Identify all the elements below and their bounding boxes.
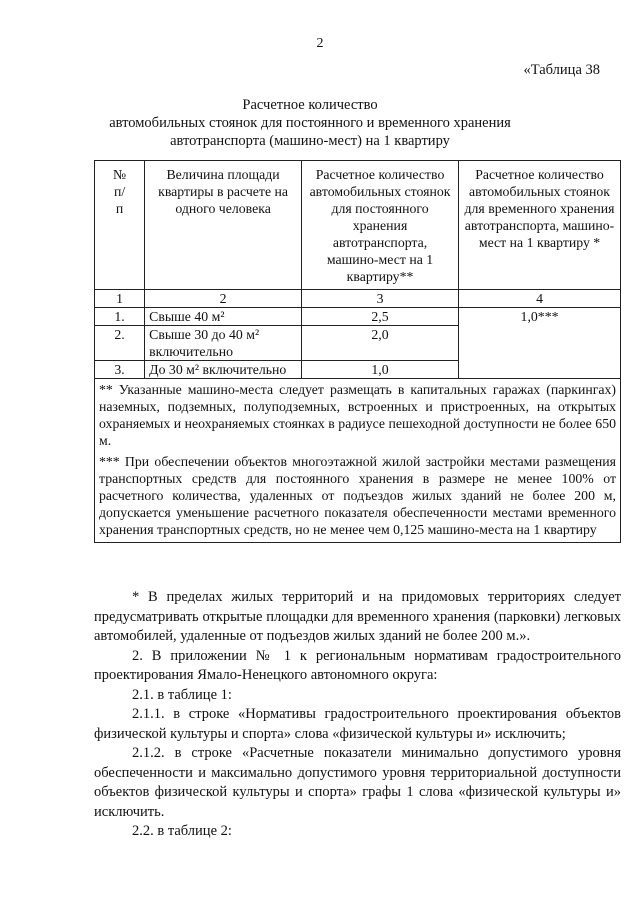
paragraph: 2.2. в таблице 2: [132, 823, 232, 839]
temporary-value: 1,0*** [459, 308, 621, 379]
table-label: «Таблица 38 [523, 62, 600, 78]
table-notes [95, 379, 621, 543]
header-area: Величина площади квартиры в расчете на одного человека [145, 161, 302, 290]
row-number: 3. [95, 361, 145, 379]
row-permanent-value: 2,0 [302, 326, 459, 361]
paragraph: 2.1. в таблице 1: [132, 686, 232, 703]
column-number: 1 [95, 290, 145, 308]
header-row [95, 161, 621, 290]
body-text [94, 588, 621, 842]
row-number: 1. [95, 308, 145, 326]
note-triple-asterisk: *** При обеспечении объектов многоэтажной жилой застройки местами размещения транспортных средств для постоянного хранения в размере не менее 100% от расчетного количества, удаленных от подъездов жилых зданий не более 200 м, допускается уменьшение расчетного показателя обеспеченности местами временного хранения транспортных средств, но не менее чем 0,125 машино-места на 1 квартиру [99, 454, 616, 537]
column-number: 3 [302, 290, 459, 308]
row-area: Свыше 40 м² [145, 308, 302, 326]
title-line-2: автомобильных стоянок для постоянного и временного хранения [109, 115, 511, 131]
header-num: № п/п [95, 161, 145, 290]
header-temporary: Расчетное количество автомобильных стоянок для временного хранения автотранспорта, машино-мест на 1 квартиру * [459, 161, 621, 290]
page-number: 2 [316, 36, 324, 51]
paragraph: 2.1.2. в строке «Расчетные показатели минимально допустимого уровня обеспеченности и максимально допустимого уровня территориальной доступности объектов физической культуры и спорта» графы 1 слова «физической культуры и» исключить. [94, 745, 621, 820]
row-permanent-value: 2,5 [302, 308, 459, 326]
row-permanent-value: 1,0 [302, 361, 459, 379]
note-double-asterisk: ** Указанные машино-места следует размещать в капитальных гаражах (паркингах) наземных, подземных, полуподземных, встроенных и пристроенных, на открытых охраняемых и неохраняемых стоянках в радиусе пешеходной доступности не более 650 м. [99, 382, 616, 448]
table-row [95, 308, 621, 326]
paragraph-footnote: * В пределах жилых территорий и на придомовых территориях следует предусматривать открытые площадки для временного хранения (парковки) легковых автомобилей, удаленные от подъездов жилых зданий не более 200 м.». [94, 589, 621, 644]
column-number: 2 [145, 290, 302, 308]
column-number: 4 [459, 290, 621, 308]
parking-table [94, 160, 621, 543]
row-area: До 30 м² включительно [145, 361, 302, 379]
title-line-1: Расчетное количество [242, 97, 378, 113]
header-permanent: Расчетное количество автомобильных стоянок для постоянного хранения автотранспорта, машино-мест на 1 квартиру** [302, 161, 459, 290]
row-number: 2. [95, 326, 145, 361]
table-title [100, 96, 520, 150]
paragraph: 2. В приложении № 1 к региональным нормативам градостроительного проектирования Ямало-Ненецкого автономного округа: [94, 647, 621, 683]
paragraph: 2.1.1. в строке «Нормативы градостроительного проектирования объектов физической культуры и спорта» слова «физической культуры и» исключить; [94, 706, 621, 742]
row-area: Свыше 30 до 40 м² включительно [145, 326, 302, 361]
column-number-row [95, 290, 621, 308]
title-line-3: автотранспорта (машино-мест) на 1 квартиру [170, 133, 450, 149]
notes-row [95, 379, 621, 543]
